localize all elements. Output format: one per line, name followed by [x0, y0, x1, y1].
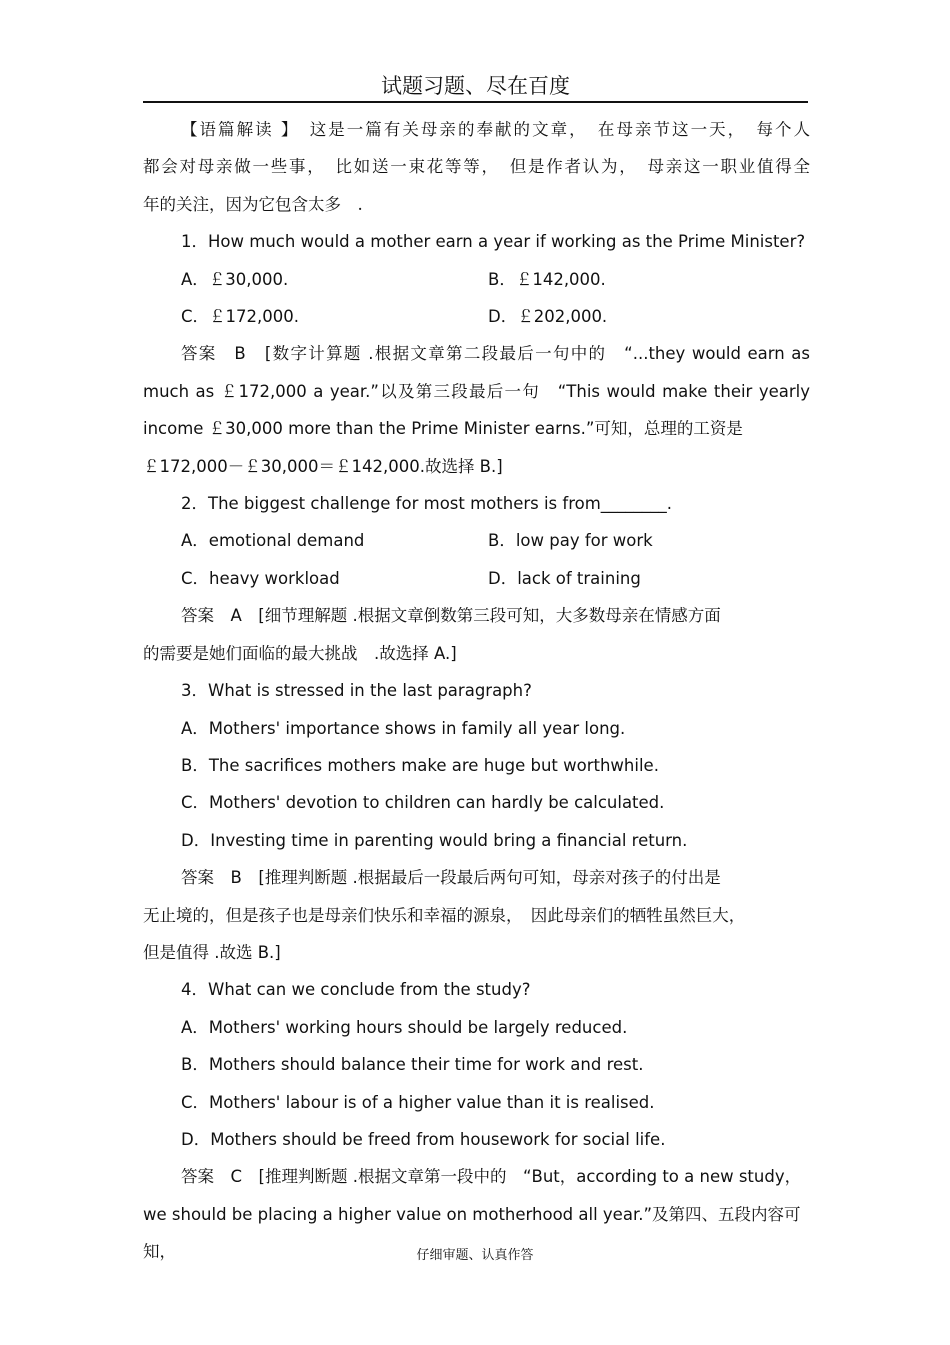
option-a: A．￡30,000.: [181, 269, 289, 289]
question-stem: 2．The biggest challenge for most mothers is from________.: [181, 494, 673, 514]
option-b: B．￡142,000.: [488, 269, 606, 289]
answer-line: 但是值得 .故选 B.]: [143, 942, 281, 962]
answer-line: 答案 B [推理判断题 .根据最后一段最后两句可知，母亲对孩子的付出是: [181, 868, 721, 888]
option-a: A．Mothers' importance shows in family all year long.: [181, 718, 626, 738]
options-row: [143, 522, 810, 559]
option-c: C．Mothers' labour is of a higher value than it is realised.: [181, 1092, 655, 1112]
intro-line: 都会对母亲做一些事， 比如送一束花等等， 但是作者认为， 母亲这一职业值得全: [143, 157, 810, 177]
answer-line: we should be placing a higher value on motherhood all year.”及第四、五段内容可知，: [143, 1204, 801, 1262]
answer-line: income ￡30,000 more than the Prime Minister earns.”可知，总理的工资是: [143, 419, 743, 439]
answer-line: 答案 B [数字计算题 .根据文章第二段最后一句中的 “...they would earn as: [181, 344, 810, 364]
options-row: [143, 298, 810, 335]
options-row: [143, 560, 810, 597]
page-footer: 仔细审题、认真作答: [416, 1248, 534, 1263]
option-c: C．Mothers' devotion to children can hardly be calculated.: [181, 793, 665, 813]
option-b: B．The sacrifices mothers make are huge but worthwhile.: [181, 755, 659, 775]
question-stem: 4．What can we conclude from the study?: [181, 980, 531, 1000]
header-divider: [143, 101, 808, 103]
answer-line: 无止境的，但是孩子也是母亲们快乐和幸福的源泉， 因此母亲们的牺牲虽然巨大，: [143, 905, 746, 925]
document-body: [143, 111, 810, 1271]
option-a: A．emotional demand: [181, 531, 365, 551]
option-d: D．Investing time in parenting would bring a financial return.: [181, 830, 688, 850]
answer-line: 的需要是她们面临的最大挑战 .故选择 A.]: [143, 643, 457, 663]
question-stem: 1．How much would a mother earn a year if working as the Prime Minister?: [181, 232, 806, 252]
answer-line: ￡172,000－￡30,000＝￡142,000.故选择 B.]: [143, 456, 503, 476]
option-b: B．Mothers should balance their time for work and rest.: [181, 1055, 644, 1075]
option-d: D．lack of training: [488, 568, 641, 588]
option-c: C．￡172,000.: [181, 307, 299, 327]
page-header-title: 试题习题、尽在百度: [381, 74, 570, 98]
option-a: A．Mothers' working hours should be largely reduced.: [181, 1017, 628, 1037]
option-d: D．￡202,000.: [488, 307, 608, 327]
answer-line: much as ￡172,000 a year.”以及第三段最后一句 “This would make their yearly: [143, 381, 810, 401]
answer-line: 答案 A [细节理解题 .根据文章倒数第三段可知，大多数母亲在情感方面: [181, 606, 721, 626]
option-d: D．Mothers should be freed from housework for social life.: [181, 1129, 666, 1149]
question-stem: 3．What is stressed in the last paragraph?: [181, 681, 532, 701]
option-c: C．heavy workload: [181, 568, 340, 588]
options-row: [143, 261, 810, 298]
option-b: B．low pay for work: [488, 531, 653, 551]
intro-line: 年的关注，因为它包含太多 .: [143, 194, 363, 214]
answer-line: 答案 C [推理判断题 .根据文章第一段中的 “But，according to a new study，: [181, 1167, 802, 1187]
intro-line: 【语篇解读 】 这是一篇有关母亲的奉献的文章， 在母亲节这一天， 每个人: [181, 120, 810, 139]
